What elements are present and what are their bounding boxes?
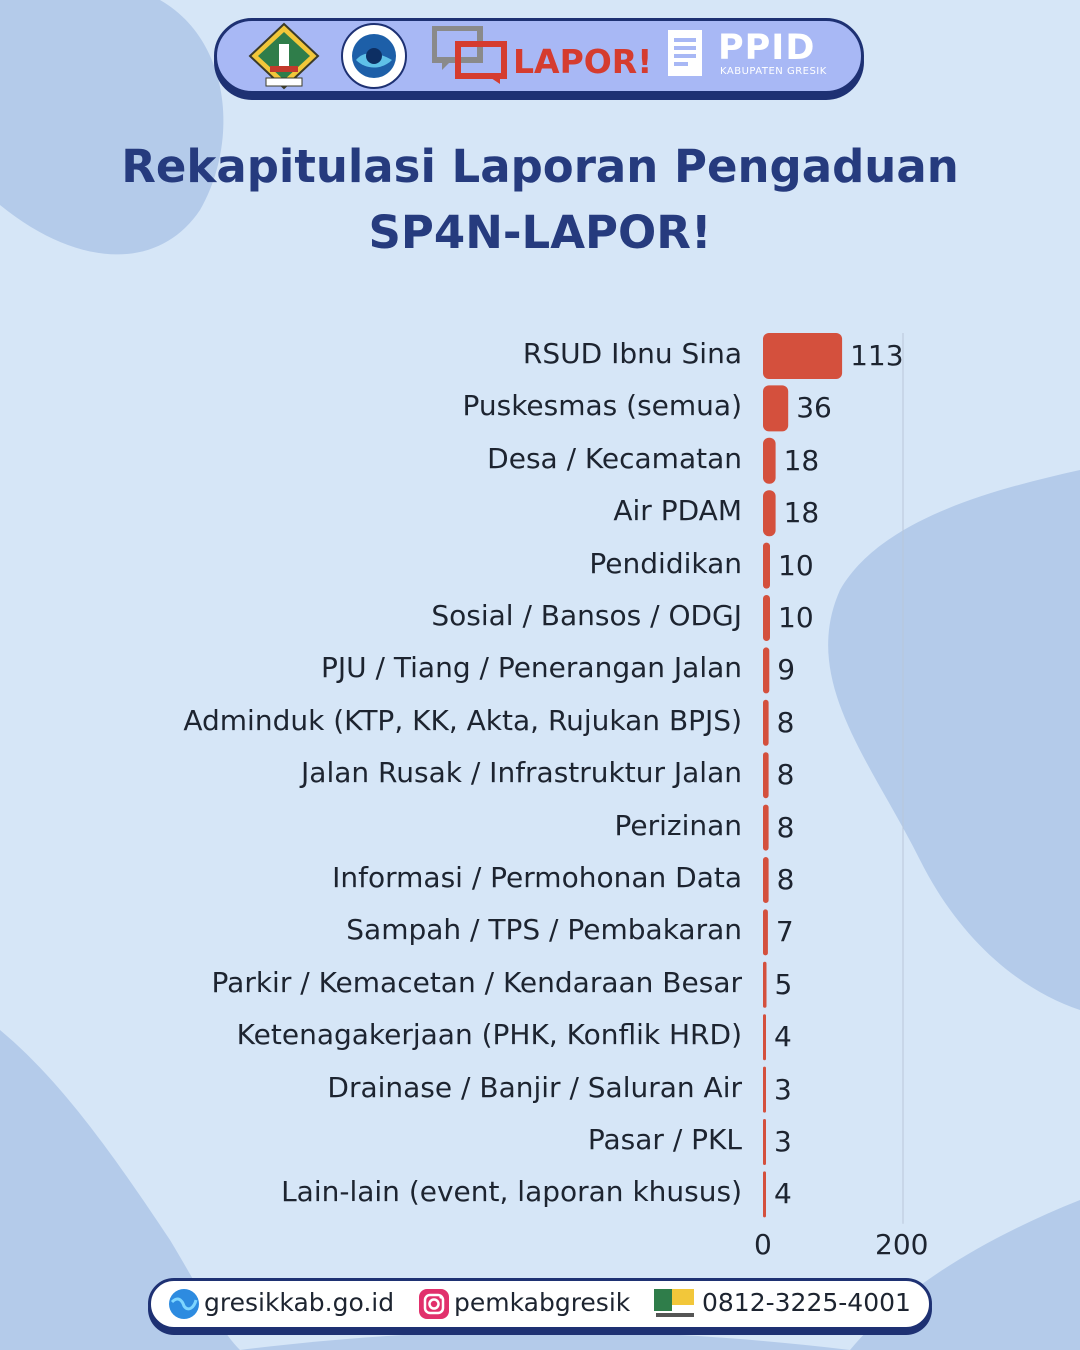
category-label: Informasi / Permohonan Data: [332, 861, 742, 894]
value-label: 18: [783, 496, 820, 530]
value-label: 4: [774, 1020, 792, 1054]
bar: [763, 438, 776, 484]
bar: [763, 805, 769, 851]
value-label: 8: [776, 705, 795, 739]
value-label: 3: [774, 1072, 792, 1106]
value-label: 10: [778, 601, 814, 634]
category-label: RSUD Ibnu Sina: [522, 337, 742, 370]
value-label: 7: [775, 915, 794, 949]
category-label: Ketenagakerjaan (PHK, Konflik HRD): [236, 1018, 742, 1052]
value-label: 4: [774, 1177, 792, 1211]
ppid-logo-subtext: KABUPATEN GRESIK: [720, 66, 827, 77]
x-tick-label: 0: [754, 1228, 772, 1261]
bar: [763, 1119, 766, 1165]
bar: [763, 962, 767, 1008]
category-label: Air PDAM: [613, 494, 742, 528]
globe-icon: [168, 1288, 200, 1320]
category-label: Desa / Kecamatan: [487, 441, 742, 475]
category-label: PJU / Tiang / Penerangan Jalan: [321, 651, 742, 685]
bar: [763, 647, 769, 693]
bar: [763, 490, 776, 536]
category-label: Sampah / TPS / Pembakaran: [346, 913, 742, 947]
x-tick-label: 200: [875, 1228, 929, 1261]
category-label: Jalan Rusak / Infrastruktur Jalan: [301, 756, 742, 790]
value-label: 8: [776, 758, 795, 792]
bar: [763, 857, 769, 903]
bar: [763, 1171, 766, 1217]
value-label: 8: [776, 810, 795, 844]
bar: [763, 909, 768, 955]
category-label: Sosial / Bansos / ODGJ: [431, 599, 742, 632]
value-label: 113: [850, 339, 904, 372]
value-label: 18: [783, 443, 820, 477]
bar: [763, 385, 788, 431]
bar: [763, 595, 770, 641]
bar: [763, 333, 842, 379]
page-title: Rekapitulasi Laporan Pengaduan: [121, 140, 959, 193]
bar: [763, 700, 769, 746]
value-label: 10: [778, 548, 814, 582]
instagram-icon: [418, 1288, 450, 1320]
value-label: 3: [774, 1125, 792, 1158]
bar: [763, 543, 770, 589]
ppid-logo-text: PPID: [718, 28, 816, 68]
category-label: Adminduk (KTP, KK, Akta, Rujukan BPJS): [183, 703, 742, 737]
lapor-gusti-icon: [652, 1285, 698, 1323]
value-label: 9: [777, 653, 796, 687]
bar: [763, 752, 769, 798]
category-label: Lain-lain (event, laporan khusus): [281, 1175, 742, 1209]
bar: [763, 1014, 766, 1060]
value-label: 36: [796, 391, 832, 425]
value-label: 5: [774, 967, 793, 1001]
instagram-handle[interactable]: pemkabgresik: [454, 1288, 631, 1317]
category-label: Drainase / Banjir / Saluran Air: [327, 1070, 742, 1104]
category-label: Pasar / PKL: [587, 1123, 742, 1156]
phone-number[interactable]: 0812-3225-4001: [702, 1288, 911, 1317]
page-subtitle: SP4N-LAPOR!: [368, 206, 712, 259]
category-label: Perizinan: [614, 808, 742, 842]
lapor-logo-text: LAPOR!: [513, 42, 653, 81]
value-label: 8: [776, 863, 795, 896]
website-link[interactable]: gresikkab.go.id: [204, 1288, 395, 1317]
category-label: Puskesmas (semua): [462, 389, 742, 423]
category-label: Parkir / Kemacetan / Kendaraan Besar: [211, 965, 742, 999]
bar: [763, 1067, 766, 1113]
category-label: Pendidikan: [589, 546, 742, 580]
